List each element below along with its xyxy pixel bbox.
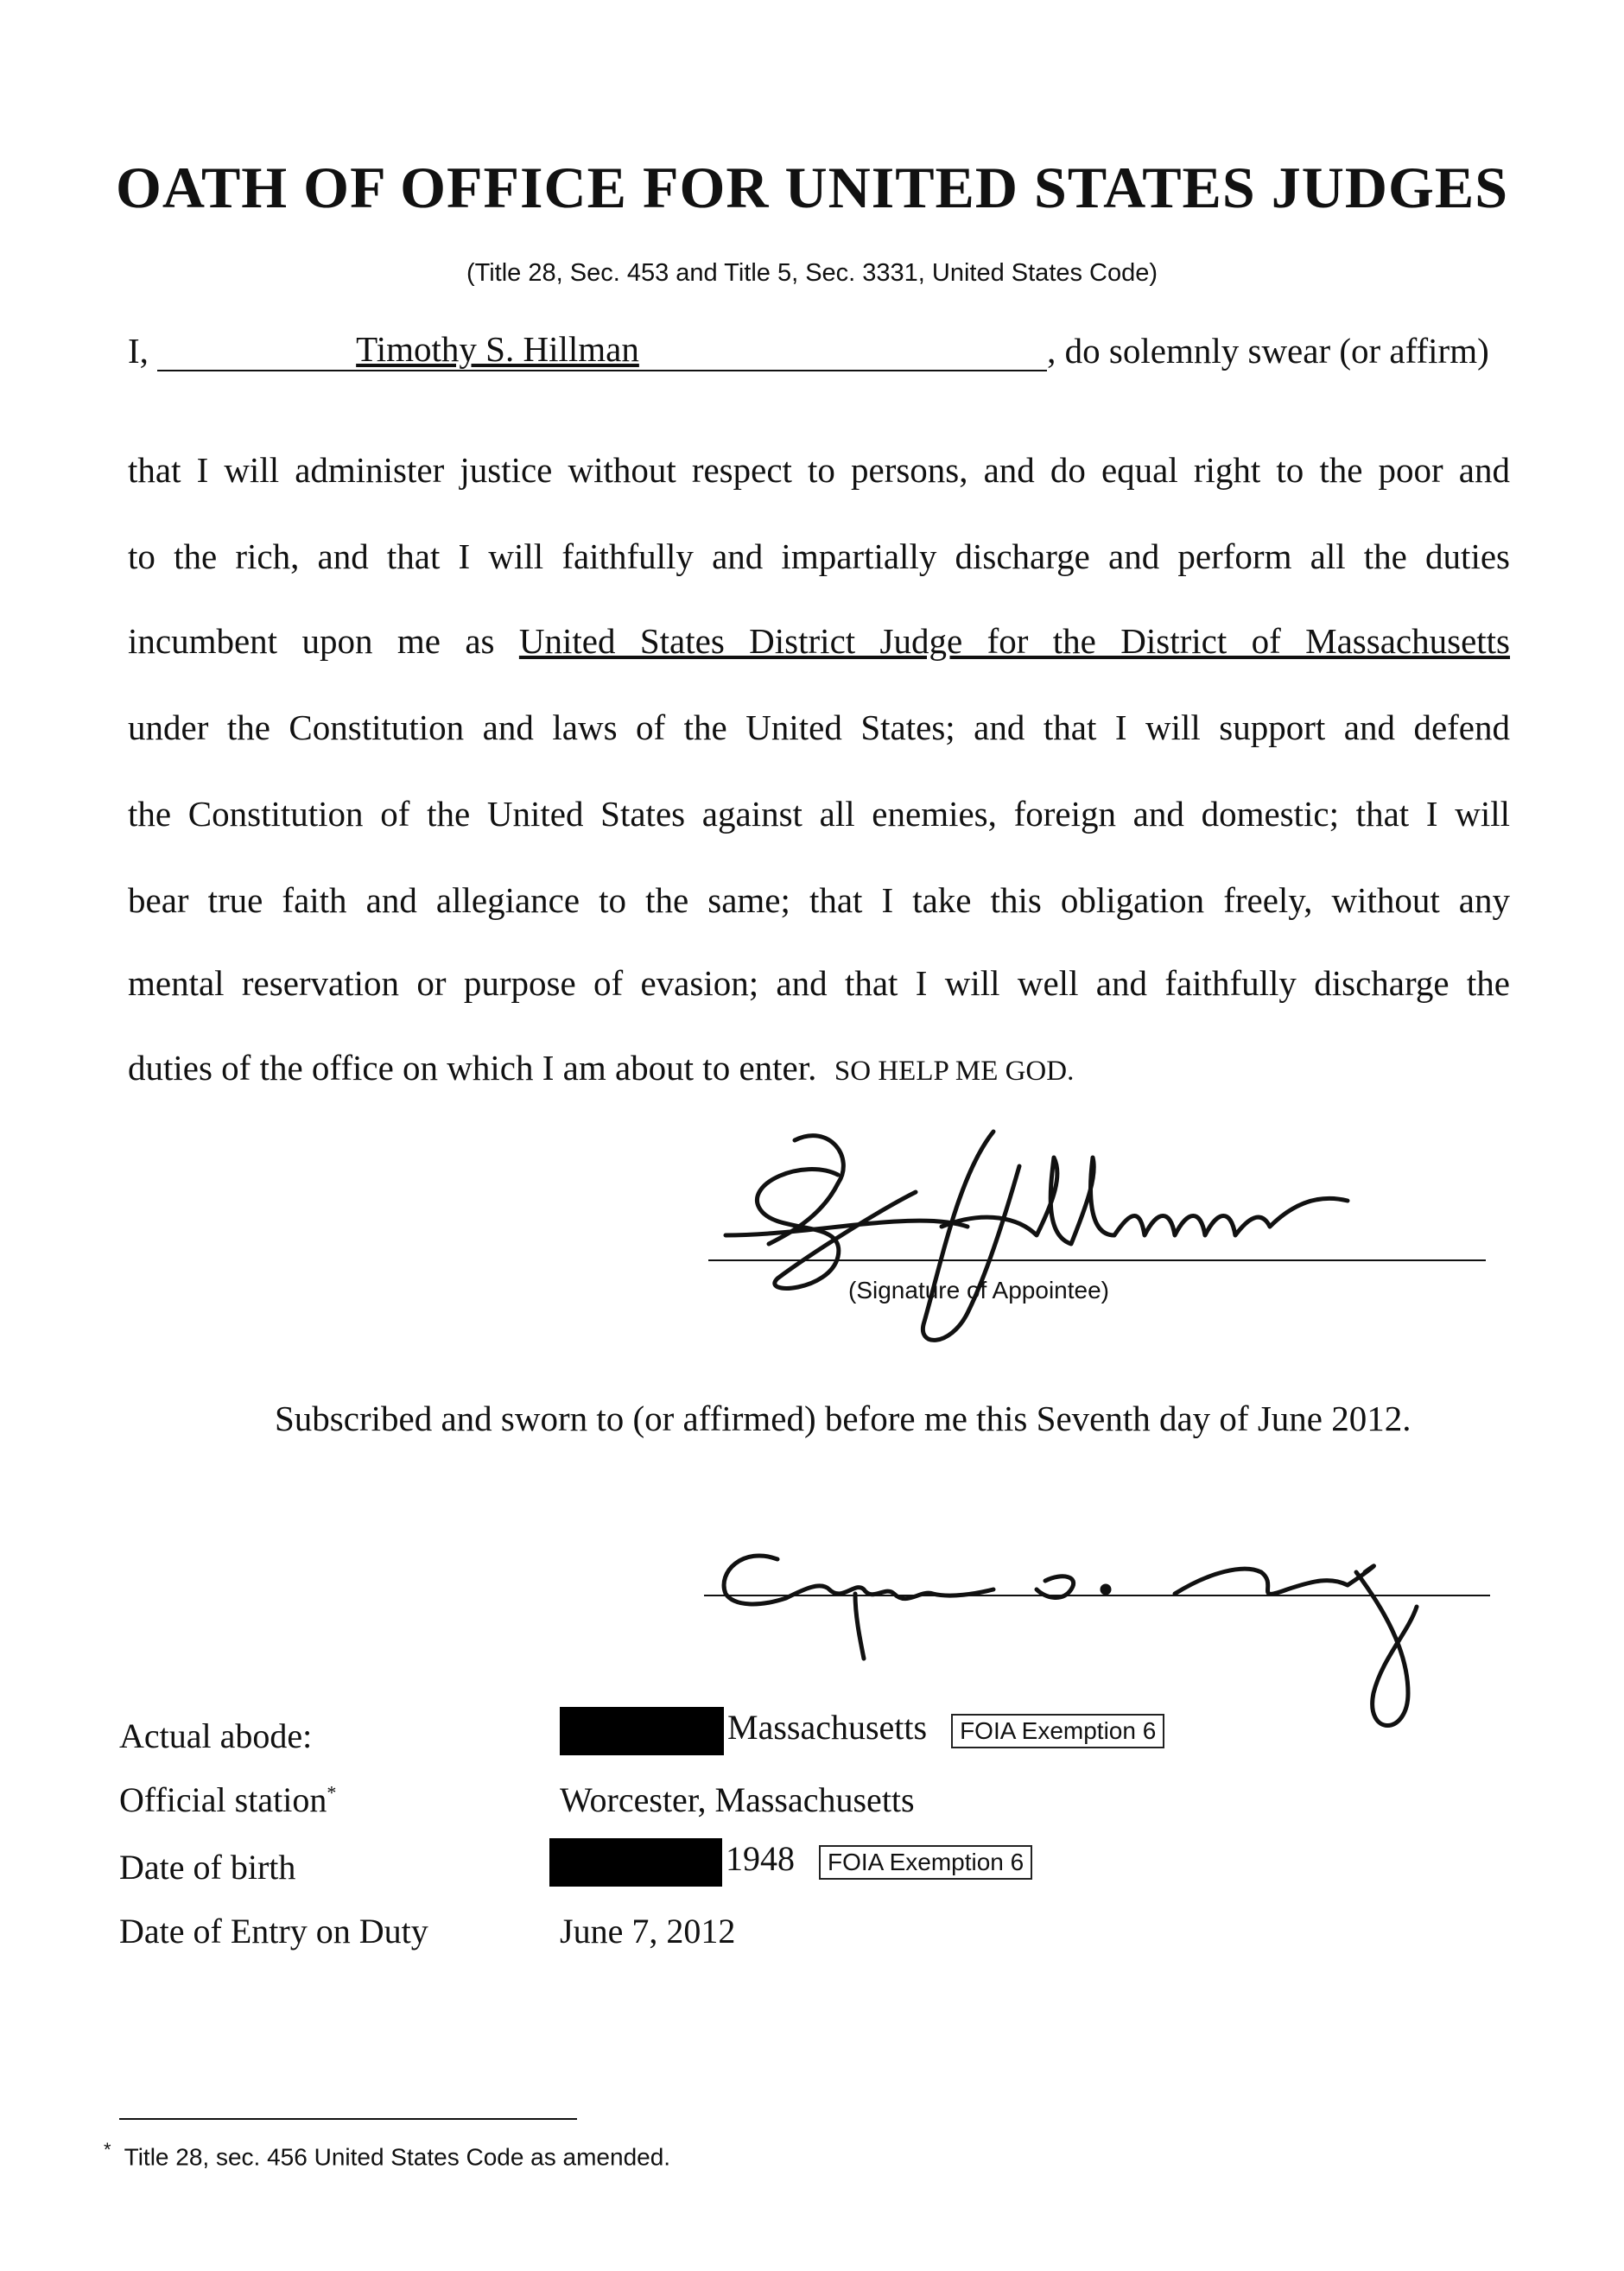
oath-line-3: to the rich, and that I will faithfully and impartially discharge and perform all the duties xyxy=(128,536,1510,576)
entry-value: June 7, 2012 xyxy=(560,1912,736,1951)
abode-row xyxy=(560,1707,1164,1755)
foia-exemption-badge: FOIA Exemption 6 xyxy=(951,1714,1164,1748)
document-title: OATH OF OFFICE FOR UNITED STATES JUDGES xyxy=(115,155,1509,220)
signature-caption: (Signature of Appointee) xyxy=(848,1277,1109,1304)
judicial-position: United States District Judge for the District of Massachusetts xyxy=(518,621,1511,661)
entry-label: Date of Entry on Duty xyxy=(119,1912,428,1951)
appointee-name: Timothy S. Hillman xyxy=(356,329,639,369)
footnote-text: Title 28, sec. 456 United States Code as amended. xyxy=(124,2143,671,2171)
officiant-stroke-2 xyxy=(855,1594,864,1659)
footnote xyxy=(104,2139,670,2171)
footnote-divider xyxy=(119,2118,577,2120)
sworn-statement: Subscribed and sworn to (or affirmed) before me this Seventh day of June 2012. xyxy=(275,1399,1411,1438)
oath-swear-text: , do solemnly swear (or affirm) xyxy=(1047,331,1489,371)
oath-line-2: that I will administer justice without respect to persons, and do equal right to the poor and xyxy=(128,450,1510,490)
oath-line-1 xyxy=(128,328,1510,371)
oath-line-8: mental reservation or purpose of evasion; and that I will well and faithfully discharge the xyxy=(128,963,1510,1003)
oath-pronoun: I, xyxy=(128,331,149,371)
signature-stroke-4 xyxy=(942,1158,1348,1244)
appointee-signature xyxy=(708,1106,1486,1365)
oath-line-9 xyxy=(128,1047,1510,1088)
dob-row xyxy=(549,1838,1032,1887)
oath-line-5: under the Constitution and laws of the United States; and that I will support and defend xyxy=(128,707,1510,747)
dob-label: Date of birth xyxy=(119,1848,296,1887)
signature-line xyxy=(708,1259,1486,1261)
oath-line-6: the Constitution of the United States against all enemies, foreign and domestic; that I will xyxy=(128,794,1510,834)
abode-label: Actual abode: xyxy=(119,1716,313,1755)
station-label: Official station xyxy=(119,1780,327,1819)
officiant-stroke-4 xyxy=(1175,1566,1373,1595)
officiant-dot xyxy=(1102,1586,1109,1593)
redaction-block xyxy=(560,1707,724,1755)
abode-value: Massachusetts xyxy=(727,1708,928,1748)
appointee-name-blank xyxy=(157,328,1047,371)
station-label-row xyxy=(119,1779,336,1820)
oath-line-4 xyxy=(128,620,1510,662)
oath-line-7: bear true faith and allegiance to the same; that I take this obligation freely, without any xyxy=(128,880,1510,920)
signature-stroke-3 xyxy=(923,1132,1019,1340)
oath-closing: SO HELP ME GOD. xyxy=(834,1056,1075,1087)
footnote-marker: * xyxy=(104,2139,111,2160)
officiant-signature-line xyxy=(704,1595,1490,1596)
oath-line-9-text: duties of the office on which I am about to enter. xyxy=(128,1048,817,1088)
oath-line-4-text: incumbent upon me as xyxy=(128,621,495,661)
foia-exemption-badge: FOIA Exemption 6 xyxy=(819,1845,1032,1880)
dob-value: 1948 xyxy=(726,1839,795,1879)
redaction-block xyxy=(549,1838,722,1887)
officiant-stroke-1 xyxy=(724,1556,993,1604)
station-footnote-marker: * xyxy=(327,1781,337,1804)
document-subtitle: (Title 28, Sec. 453 and Title 5, Sec. 3331, United States Code) xyxy=(466,259,1158,287)
station-value: Worcester, Massachusetts xyxy=(560,1780,915,1819)
